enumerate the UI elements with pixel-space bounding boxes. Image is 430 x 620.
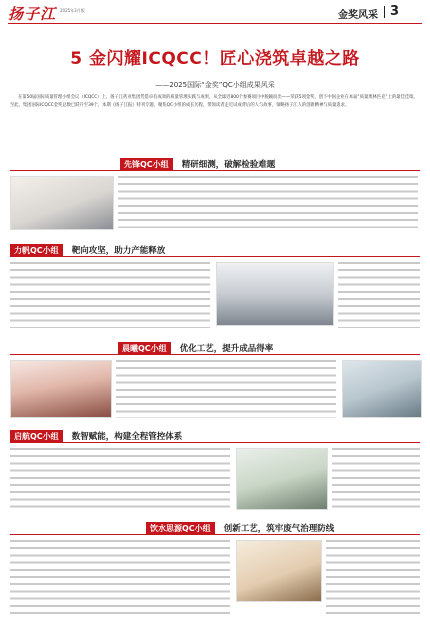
section-3-group: 晨曦QC小组 [118, 342, 171, 355]
section-2-rule [10, 256, 420, 257]
section-3-photo-right [342, 360, 422, 418]
section-4-rule [10, 442, 420, 443]
section-3-title: 优化工艺，提升成品得率 [179, 344, 274, 354]
section-5-header [146, 516, 334, 536]
section-2-text-right [338, 262, 420, 328]
section-4-photo [236, 448, 328, 510]
section-5-text-line [10, 540, 230, 614]
section-2-group: 力帆QC小组 [10, 244, 63, 257]
section-3-text-line [116, 360, 336, 418]
section-2-title: 靶向攻坚，助力产能释放 [71, 246, 166, 256]
masthead-logo: 扬子江 [8, 5, 57, 23]
section-3-header [118, 336, 273, 356]
section-3-photo [10, 360, 112, 418]
section-3-text [116, 360, 336, 418]
section-2-text-line [10, 262, 210, 328]
section-1-header [120, 152, 275, 172]
section-1-rule [10, 170, 420, 171]
section-2-text-right-line [338, 262, 420, 328]
lead-paragraph: 在第50届国际质量管理小组会议（ICQCC）上，扬子江药业集团凭借卓有成效的质量管理实践与成果，从全球近800个参赛项目中脱颖而出——荣获5项金奖，创下中国企业在本届“质量奥林匹克”上的最佳佳绩。至此，集团国际ICQCC金奖总数已跃升至39个，本期《扬子江报》特刊专题，聚焦QC小组的成长历程，带领读者走近试成背后的人与故事，领略扬子江人的创新精神与质量追求。 [10, 95, 418, 108]
section-2-photo [216, 262, 334, 326]
masthead-date: 2025年3月版 [60, 8, 85, 13]
section-2-text [10, 262, 210, 328]
section-1-group: 先锋QC小组 [120, 158, 173, 171]
masthead-rule [8, 23, 422, 24]
section-2-header [10, 238, 165, 258]
section-4-group: 启航QC小组 [10, 430, 63, 443]
section-4-header [10, 424, 182, 444]
section-4-title: 数智赋能，构建全程管控体系 [71, 432, 183, 442]
section-5-text [10, 540, 230, 614]
section-4-text [10, 448, 230, 512]
section-1-text [118, 176, 418, 228]
section-5-rule [10, 534, 420, 535]
section-5-text-right-line [326, 540, 420, 614]
section-5-photo [236, 540, 322, 602]
section-4-text-right-line [332, 448, 420, 512]
section-1-title: 精研细测，破解检验难题 [181, 160, 276, 170]
section-5-group: 饮水思源QC小组 [146, 522, 215, 535]
section-1-photo [10, 176, 114, 230]
page-number: 3 [390, 4, 400, 19]
section-4-text-line [10, 448, 230, 512]
section-1-text-line [118, 176, 418, 228]
section-3-rule [10, 354, 420, 355]
section-5-text-right [326, 540, 420, 614]
section-4-text-right [332, 448, 420, 512]
headline: 5 金闪耀ICQCC！匠心浇筑卓越之路 [70, 49, 360, 69]
subheadline: ——2025国际“金奖”QC小组成果风采 [155, 81, 275, 89]
masthead-divider [384, 6, 385, 18]
section-5-title: 创新工艺，筑牢废气治理防线 [223, 524, 335, 534]
section-name: 金奖风采 [338, 10, 378, 21]
